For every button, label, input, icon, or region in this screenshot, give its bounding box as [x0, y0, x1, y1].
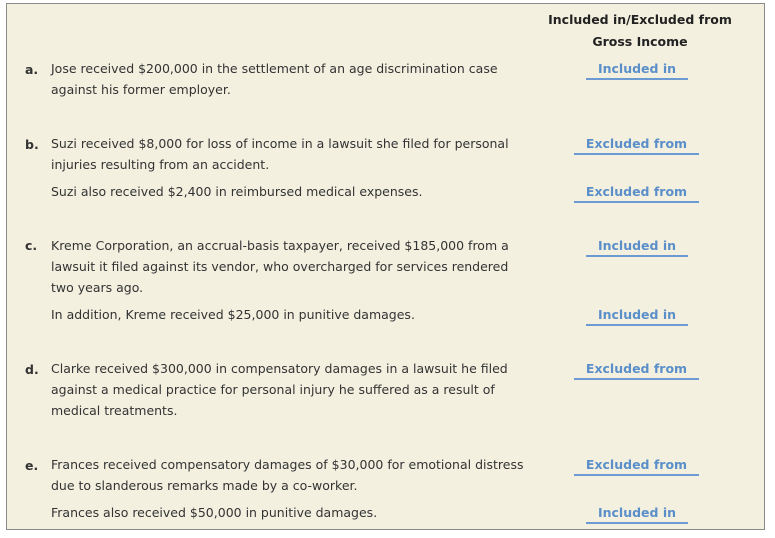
item-d-letter: d.: [25, 362, 39, 377]
item-d-line2: against a medical practice for personal injury he suffered as a result of: [51, 382, 495, 397]
item-b-letter: b.: [25, 137, 39, 152]
item-d-answer-select[interactable]: Excluded from: [574, 361, 699, 380]
item-e-line2: due to slanderous remarks made by a co-worker.: [51, 478, 358, 493]
column-header-line2: Gross Income: [592, 34, 688, 49]
item-c-sub-text: In addition, Kreme received $25,000 in punitive damages.: [51, 307, 415, 322]
item-b-sub-text: Suzi also received $2,400 in reimbursed medical expenses.: [51, 184, 423, 199]
item-b-line1: Suzi received $8,000 for loss of income in a lawsuit she filed for personal: [51, 136, 509, 151]
item-c-line1: Kreme Corporation, an accrual-basis taxpayer, received $185,000 from a: [51, 238, 509, 253]
item-c-line2: lawsuit it filed against its vendor, who overcharged for services rendered: [51, 259, 509, 274]
item-e-letter: e.: [25, 458, 39, 473]
item-a-line2: against his former employer.: [51, 82, 231, 97]
item-b-answer-select[interactable]: Excluded from: [574, 136, 699, 155]
item-d-line3: medical treatments.: [51, 403, 178, 418]
item-e-text: [51, 454, 523, 496]
item-e-sub-text: Frances also received $50,000 in punitive damages.: [51, 505, 378, 520]
item-c-answer-select[interactable]: Included in: [586, 238, 688, 257]
item-a-answer-select[interactable]: Included in: [586, 61, 688, 80]
column-header-line1: Included in/Excluded from: [548, 12, 732, 27]
item-a-letter: a.: [25, 62, 39, 77]
item-c-line3: two years ago.: [51, 280, 144, 295]
item-e-sub-answer-select[interactable]: Included in: [586, 505, 688, 524]
item-c-sub-answer-select[interactable]: Included in: [586, 307, 688, 326]
item-b-sub-answer-select[interactable]: Excluded from: [574, 184, 699, 203]
item-b-line2: injuries resulting from an accident.: [51, 157, 270, 172]
item-b-text: [51, 133, 509, 175]
item-d-line1: Clarke received $300,000 in compensatory damages in a lawsuit he filed: [51, 361, 508, 376]
item-a-line1: Jose received $200,000 in the settlement of an age discrimination case: [51, 61, 498, 76]
item-c-letter: c.: [25, 238, 38, 253]
item-a-text: [51, 58, 498, 100]
item-c-text: [51, 235, 509, 298]
item-d-text: [51, 358, 508, 421]
item-e-line1: Frances received compensatory damages of $30,000 for emotional distress: [51, 457, 524, 472]
item-e-answer-select[interactable]: Excluded from: [574, 457, 699, 476]
